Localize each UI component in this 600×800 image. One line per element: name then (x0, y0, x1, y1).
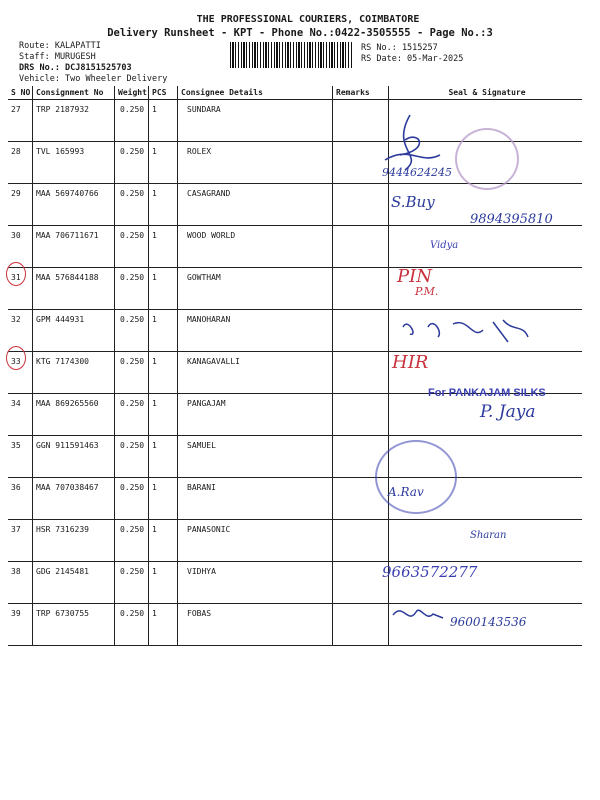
signature-scribble-row32 (398, 312, 538, 348)
cell-sno: 28 (8, 142, 33, 184)
cell-consignee (178, 436, 333, 478)
cell-consignment: MAA 706711671 (33, 226, 115, 268)
cell-remarks (333, 520, 389, 562)
cell-sno: 29 (8, 184, 33, 226)
rs-info (361, 43, 463, 65)
cell-weight: 0.250 (115, 142, 149, 184)
cell-weight: 0.250 (115, 520, 149, 562)
company-name: THE PROFESSIONAL COURIERS, COIMBATORE (196, 14, 420, 25)
barcode (230, 42, 352, 68)
table-row (8, 478, 582, 520)
route: Route: KALAPATTI (19, 41, 101, 51)
col-sno-header: S NO (8, 86, 33, 100)
office-stamp-row28 (455, 128, 519, 190)
table-row (8, 268, 582, 310)
cell-weight: 0.250 (115, 604, 149, 646)
handwritten-phone-row39: 9600143536 (450, 615, 527, 629)
cell-remarks (333, 268, 389, 310)
handwritten-sign-row37: Sharan (470, 530, 507, 541)
cell-pcs: 1 (149, 268, 178, 310)
cell-consignee (178, 520, 333, 562)
cell-remarks (333, 352, 389, 394)
consignee-name: GOWTHAM (187, 273, 221, 282)
cell-weight: 0.250 (115, 394, 149, 436)
consignee-name: KANAGAVALLI (187, 357, 240, 366)
red-circle-row31 (6, 262, 26, 286)
cell-sno: 35 (8, 436, 33, 478)
handwritten-phone-row38: 9663572277 (382, 563, 478, 581)
cell-sno: 37 (8, 520, 33, 562)
cell-weight: 0.250 (115, 436, 149, 478)
consignee-name: MANOHARAN (187, 315, 231, 324)
cell-consignment: MAA 869265560 (33, 394, 115, 436)
table-header-row (8, 86, 582, 100)
cell-consignment: TRP 6730755 (33, 604, 115, 646)
cell-sno: 31 (8, 268, 33, 310)
consignee-name: PANASONIC (187, 525, 231, 534)
col-pcs-header: PCS (149, 86, 178, 100)
cell-weight: 0.250 (115, 184, 149, 226)
cell-consignee (178, 100, 333, 142)
handwritten-sign-row30: Vidya (430, 240, 459, 251)
cell-sno: 36 (8, 478, 33, 520)
cell-pcs: 1 (149, 100, 178, 142)
handwritten-pin: PIN (397, 266, 432, 287)
runsheet-title: Delivery Runsheet - KPT - Phone No.:0422-3505555 - Page No.:3 (107, 27, 493, 39)
cell-consignee (178, 604, 333, 646)
cell-consignment: GGN 911591463 (33, 436, 115, 478)
signature-scribble-row39 (388, 600, 448, 628)
cell-weight: 0.250 (115, 478, 149, 520)
col-seal-header: Seal & Signature (389, 86, 583, 100)
cell-remarks (333, 394, 389, 436)
cell-sno: 34 (8, 394, 33, 436)
cell-consignee (178, 268, 333, 310)
cell-remarks (333, 562, 389, 604)
cell-pcs: 1 (149, 226, 178, 268)
cell-pcs: 1 (149, 562, 178, 604)
office-stamp-row36 (375, 440, 457, 514)
handwritten-phone-row28: 9444624245 (382, 166, 452, 179)
cell-weight: 0.250 (115, 268, 149, 310)
cell-consignee (178, 184, 333, 226)
cell-weight: 0.250 (115, 310, 149, 352)
handwritten-hir: HIR (392, 352, 429, 373)
cell-consignee (178, 352, 333, 394)
handwritten-sign-row29: S.Buy (391, 193, 435, 211)
red-circle-row33 (6, 346, 26, 370)
cell-consignment: TVL 165993 (33, 142, 115, 184)
consignee-name: WOOD WORLD (187, 231, 236, 240)
cell-sno: 30 (8, 226, 33, 268)
cell-consignee (178, 478, 333, 520)
col-remarks-header: Remarks (333, 86, 389, 100)
cell-consignment: GPM 444931 (33, 310, 115, 352)
table-row (8, 226, 582, 268)
consignee-name: ROLEX (187, 147, 212, 156)
cell-consignee (178, 562, 333, 604)
cell-remarks (333, 184, 389, 226)
cell-consignment: GDG 2145481 (33, 562, 115, 604)
cell-sno: 27 (8, 100, 33, 142)
consignee-name: PANGAJAM (187, 399, 226, 408)
cell-weight: 0.250 (115, 226, 149, 268)
cell-consignment: KTG 7174300 (33, 352, 115, 394)
handwritten-pin-note: P.M. (415, 285, 439, 298)
consignee-name: SUNDARA (187, 105, 221, 114)
handwritten-sign-row34: P. Jaya (480, 402, 536, 422)
cell-pcs: 1 (149, 520, 178, 562)
cell-sno: 39 (8, 604, 33, 646)
cell-consignment: MAA 707038467 (33, 478, 115, 520)
consignee-name: VIDHYA (187, 567, 216, 576)
table-row (8, 436, 582, 478)
cell-pcs: 1 (149, 310, 178, 352)
route-info (19, 41, 167, 85)
cell-consignee (178, 226, 333, 268)
handwritten-sign-row36: A.Rav (388, 485, 424, 499)
staff: Staff: MURUGESH (19, 52, 96, 62)
cell-pcs: 1 (149, 478, 178, 520)
cell-consignee (178, 310, 333, 352)
table-row (8, 562, 582, 604)
cell-consignment: MAA 569740766 (33, 184, 115, 226)
cell-pcs: 1 (149, 604, 178, 646)
shop-stamp-text: For PANKAJAM SILKS (428, 387, 546, 399)
consignee-name: BARANI (187, 483, 216, 492)
cell-weight: 0.250 (115, 562, 149, 604)
cell-pcs: 1 (149, 436, 178, 478)
cell-remarks (333, 310, 389, 352)
rs-number: RS No.: 1515257 (361, 43, 438, 53)
cell-consignee (178, 394, 333, 436)
cell-sno: 32 (8, 310, 33, 352)
cell-consignment: HSR 7316239 (33, 520, 115, 562)
cell-pcs: 1 (149, 184, 178, 226)
consignee-name: CASAGRAND (187, 189, 231, 198)
handwritten-phone-row29: 9894395810 (470, 212, 553, 227)
cell-pcs: 1 (149, 394, 178, 436)
drs-number: DRS No.: DCJ8151525703 (19, 63, 132, 73)
cell-consignment: TRP 2187932 (33, 100, 115, 142)
consignee-name: FOBAS (187, 609, 212, 618)
cell-sno: 38 (8, 562, 33, 604)
cell-weight: 0.250 (115, 100, 149, 142)
cell-remarks (333, 604, 389, 646)
cell-seal (389, 226, 583, 268)
col-weight-header: Weight (115, 86, 149, 100)
col-consignment-header: Consignment No (33, 86, 115, 100)
cell-remarks (333, 226, 389, 268)
cell-weight: 0.250 (115, 352, 149, 394)
cell-consignee (178, 142, 333, 184)
rs-date: RS Date: 05-Mar-2025 (361, 54, 464, 64)
col-consignee-header: Consignee Details (178, 86, 333, 100)
cell-sno: 33 (8, 352, 33, 394)
vehicle: Vehicle: Two Wheeler Delivery (19, 74, 168, 84)
cell-pcs: 1 (149, 142, 178, 184)
consignee-name: SAMUEL (187, 441, 216, 450)
cell-consignment: MAA 576844188 (33, 268, 115, 310)
cell-pcs: 1 (149, 352, 178, 394)
